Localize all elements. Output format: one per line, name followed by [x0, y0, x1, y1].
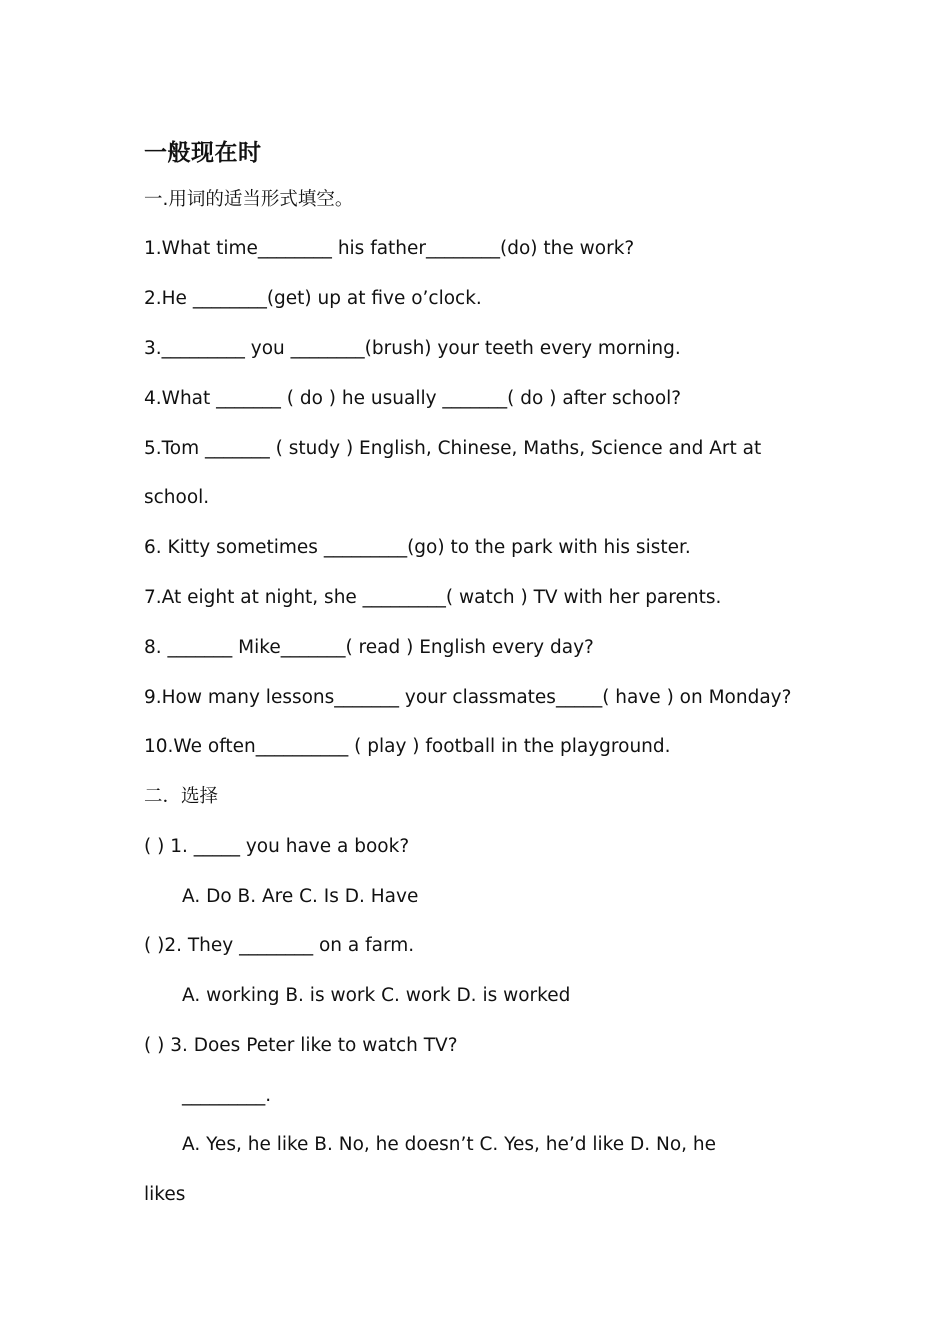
choice-question-1: ( ) 1. _____ you have a book?: [144, 836, 410, 857]
question-6: 6. Kitty sometimes _________(go) to the park with his sister.: [144, 537, 691, 558]
choice-question-3: ( ) 3. Does Peter like to watch TV?: [144, 1035, 458, 1056]
section-heading-fill-in: 一.用词的适当形式填空。: [144, 189, 354, 210]
page-title: 一般现在时: [144, 140, 262, 166]
question-2: 2.He ________(get) up at five o’clock.: [144, 288, 482, 309]
question-5-continued: school.: [144, 487, 210, 508]
question-9: 9.How many lessons_______ your classmates_____( have ) on Monday?: [144, 687, 792, 708]
question-5: 5.Tom _______ ( study ) English, Chinese, Maths, Science and Art at: [144, 438, 762, 459]
question-4: 4.What _______ ( do ) he usually _______( do ) after school?: [144, 388, 682, 409]
question-1: 1.What time________ his father________(do) the work?: [144, 238, 635, 259]
question-10: 10.We often__________ ( play ) football in the playground.: [144, 736, 671, 757]
choice-question-3-blank: _________.: [182, 1085, 272, 1106]
choice-question-2: ( )2. They ________ on a farm.: [144, 935, 415, 956]
choice-question-3-options-continued: likes: [144, 1184, 186, 1205]
question-3: 3._________ you ________(brush) your teeth every morning.: [144, 338, 681, 359]
choice-question-2-options: A. working B. is work C. work D. is worked: [182, 985, 571, 1006]
section-heading-choice: 二．选择: [144, 786, 219, 807]
choice-question-3-options: A. Yes, he like B. No, he doesn’t C. Yes, he’d like D. No, he: [182, 1134, 717, 1155]
question-7: 7.At eight at night, she _________( watch ) TV with her parents.: [144, 587, 722, 608]
choice-question-1-options: A. Do B. Are C. Is D. Have: [182, 886, 419, 907]
question-8: 8. _______ Mike_______( read ) English every day?: [144, 637, 594, 658]
